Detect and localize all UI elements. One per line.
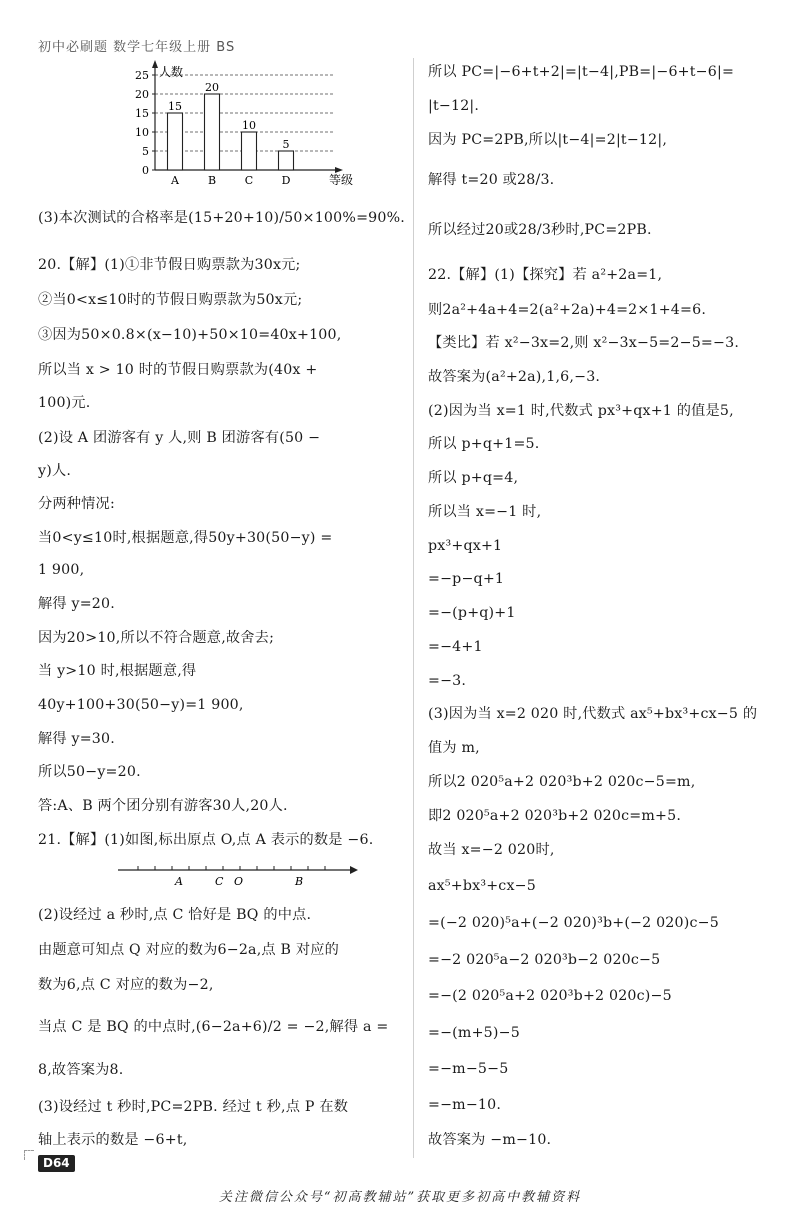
y-tick-label: 5: [142, 145, 149, 158]
q20-line: 解得 y=30.: [38, 731, 115, 747]
x-tick-label: A: [171, 174, 179, 187]
y-axis-arrow: [152, 60, 158, 68]
q22-line: 【类比】若 x²−3x=2,则 x²−3x−5=2−5=−3.: [428, 335, 740, 351]
q22-line: =−(p+q)+1: [428, 605, 516, 621]
q20-answer: 答:A、B 两个团分别有游客30人,20人.: [38, 798, 288, 814]
q22-line: =−3.: [428, 673, 467, 689]
q20-line: 因为20>10,所以不符合题意,故舍去;: [38, 630, 275, 646]
q22-line: 所以 p+q=4,: [428, 470, 519, 486]
q22-line: =(−2 020)⁵a+(−2 020)³b+(−2 020)c−5: [428, 915, 719, 931]
bar: [242, 132, 257, 170]
q22-line: 则2a²+4a+4=2(a²+2a)+4=2×1+4=6.: [428, 302, 707, 318]
q22-line: =−(m+5)−5: [428, 1025, 520, 1041]
q21-line: (2)设经过 a 秒时,点 C 恰好是 BQ 的中点.: [38, 907, 312, 923]
q21-cont-line: 解得 t=20 或28/3.: [428, 172, 555, 188]
q22-line: =−(2 020⁵a+2 020³b+2 020c)−5: [428, 988, 672, 1004]
number-line: [118, 860, 358, 890]
numline-label-b: B: [295, 875, 304, 888]
x-tick-label: D: [281, 174, 291, 187]
q22-line: px³+qx+1: [428, 538, 503, 554]
q22-line: 故答案为(a²+2a),1,6,−3.: [428, 369, 601, 385]
bar-chart: [120, 60, 370, 190]
q21-line: 当点 C 是 BQ 的中点时,(6−2a+6)/2 = −2,解得 a =: [38, 1019, 389, 1035]
q20-line: 所以50−y=20.: [38, 764, 141, 780]
q20-line: 40y+100+30(50−y)=1 900,: [38, 697, 244, 713]
q22-line: =−p−q+1: [428, 571, 505, 587]
crop-mark: [24, 1150, 34, 1160]
column-divider: [413, 58, 414, 1158]
q20-line: 解得 y=20.: [38, 596, 115, 612]
q20-line: y)人.: [38, 463, 72, 479]
q21-line: 由题意可知点 Q 对应的数为6−2a,点 B 对应的: [38, 942, 340, 958]
q20-line: (2)设 A 团游客有 y 人,则 B 团游客有(50 −: [38, 430, 321, 446]
numline-label-o: O: [234, 875, 244, 888]
y-tick-label: 20: [135, 88, 149, 101]
q22-line: (2)因为当 x=1 时,代数式 px³+qx+1 的值是5,: [428, 403, 734, 419]
q20-line: ②当0<x≤10时的节假日购票款为50x元;: [38, 292, 303, 308]
q21-line: 数为6,点 C 对应的数为−2,: [38, 977, 214, 993]
q22-line: 所以 p+q+1=5.: [428, 436, 540, 452]
bar: [279, 151, 294, 170]
q22-line: 故当 x=−2 020时,: [428, 842, 555, 858]
q22-line: ax⁵+bx³+cx−5: [428, 878, 536, 894]
x-tick-label: B: [207, 174, 217, 187]
q20-line: 分两种情况:: [38, 496, 115, 512]
bar: [205, 94, 220, 170]
numline-label-c: C: [215, 875, 224, 888]
q21-line: 21.【解】(1)如图,标出原点 O,点 A 表示的数是 −6.: [38, 832, 374, 848]
y-tick-label: 25: [135, 69, 149, 82]
q22-line: =−m−5−5: [428, 1061, 509, 1077]
q22-line: 即2 020⁵a+2 020³b+2 020c=m+5.: [428, 808, 682, 824]
footer-note: 关注微信公众号“初高教辅站”获取更多初高中教辅资料: [218, 1190, 582, 1205]
page-header: 初中必刷题 数学七年级上册 BS: [38, 40, 236, 55]
q20-line: 当 y>10 时,根据题意,得: [38, 663, 197, 679]
q19-part3: (3)本次测试的合格率是(15+20+10)/50×100%=90%.: [38, 210, 406, 226]
q20-line: 1 900,: [38, 562, 85, 578]
q21-line: 8,故答案为8.: [38, 1062, 124, 1078]
q22-line: (3)因为当 x=2 020 时,代数式 ax⁵+bx³+cx−5 的: [428, 706, 758, 722]
bar-value-label: 15: [168, 100, 182, 113]
q22-line: =−m−10.: [428, 1097, 502, 1113]
q20-line: 100)元.: [38, 395, 91, 411]
q20-line: 当0<y≤10时,根据题意,得50y+30(50−y) =: [38, 530, 333, 546]
bar-value-label: 10: [242, 119, 256, 132]
q22-line: 所以当 x=−1 时,: [428, 504, 542, 520]
page-number-badge: D64: [38, 1155, 75, 1172]
y-tick-label: 15: [135, 107, 149, 120]
bar-value-label: 5: [282, 138, 290, 151]
q22-line: =−2 020⁵a−2 020³b−2 020c−5: [428, 952, 661, 968]
bar-value-label: 20: [205, 81, 219, 94]
q22-line: 22.【解】(1)【探究】若 a²+2a=1,: [428, 267, 663, 283]
q22-line: =−4+1: [428, 639, 483, 655]
q21-cont-line: |t−12|.: [428, 98, 480, 114]
bar: [168, 113, 183, 170]
y-tick-label: 10: [135, 126, 149, 139]
y-axis-label: 人数: [159, 65, 184, 79]
x-axis-label: 等级: [329, 173, 354, 187]
q22-line: 值为 m,: [428, 740, 480, 756]
x-tick-label: C: [244, 174, 254, 187]
q20-line: ③因为50×0.8×(x−10)+50×10=40x+100,: [38, 327, 342, 343]
q21-line: 轴上表示的数是 −6+t,: [38, 1132, 188, 1148]
y-tick-label: 0: [142, 164, 149, 177]
q21-cont-line: 所以 PC=|−6+t+2|=|t−4|,PB=|−6+t−6|=: [428, 64, 735, 80]
q20-line: 所以当 x > 10 时的节假日购票款为(40x +: [38, 362, 318, 378]
numline-label-a: A: [175, 875, 183, 888]
q22-answer: 故答案为 −m−10.: [428, 1132, 552, 1148]
q20-line: 20.【解】(1)①非节假日购票款为30x元;: [38, 257, 301, 273]
q21-cont-line: 因为 PC=2PB,所以|t−4|=2|t−12|,: [428, 132, 668, 148]
q21-cont-line: 所以经过20或28/3秒时,PC=2PB.: [428, 222, 652, 238]
q22-line: 所以2 020⁵a+2 020³b+2 020c−5=m,: [428, 774, 696, 790]
q21-line: (3)设经过 t 秒时,PC=2PB. 经过 t 秒,点 P 在数: [38, 1099, 349, 1115]
